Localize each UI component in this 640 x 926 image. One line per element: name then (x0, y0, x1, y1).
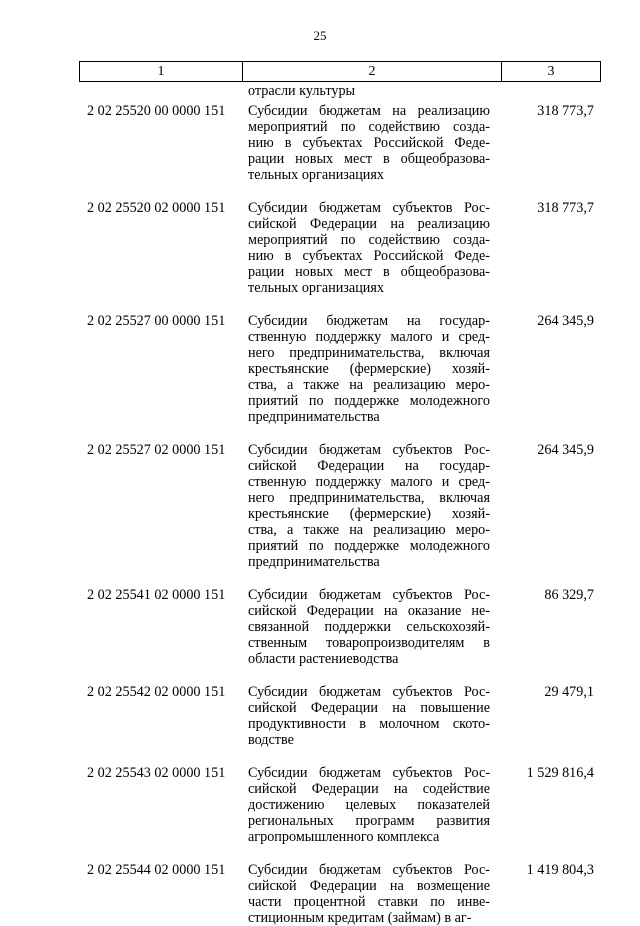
description-line: сийской Федерации на реализацию (248, 216, 490, 232)
description-line: мероприятий по содействию созда- (248, 232, 490, 248)
description-line: Субсидии бюджетам субъектов Рос- (248, 765, 490, 781)
header-col-2: 2 (243, 62, 502, 81)
row-code: 2 02 25527 02 0000 151 (87, 442, 226, 458)
description-line: ственную поддержку малого и сред- (248, 329, 490, 345)
table-row (79, 587, 601, 667)
description-line: Субсидии бюджетам на государ- (248, 313, 490, 329)
description-line: сийской Федерации на государ- (248, 458, 490, 474)
row-description (248, 684, 490, 748)
description-line: региональных программ развития (248, 813, 490, 829)
description-line: Субсидии бюджетам на реализацию (248, 103, 490, 119)
description-line: рации новых мест в общеобразова- (248, 151, 490, 167)
description-line: тельных организациях (248, 280, 385, 296)
description-line: нию в субъектах Российской Феде- (248, 135, 490, 151)
description-line: крестьянские (фермерские) хозяй- (248, 506, 490, 522)
description-line: предпринимательства (248, 554, 380, 570)
row-amount: 1 529 816,4 (526, 765, 594, 781)
description-line: области растениеводства (248, 651, 399, 667)
row-code: 2 02 25520 02 0000 151 (87, 200, 226, 216)
description-line: предпринимательства (248, 409, 380, 425)
description-line: сийской Федерации на возмещение (248, 878, 490, 894)
header-col-1: 1 (80, 62, 243, 81)
table-row (79, 200, 601, 296)
row-code: 2 02 25527 00 0000 151 (87, 313, 226, 329)
row-description (248, 442, 490, 570)
description-line: приятий по поддержке молодежного (248, 538, 490, 554)
row-amount: 264 345,9 (537, 442, 594, 458)
description-line: связанной поддержки сельскохозяй- (248, 619, 490, 635)
table-row (79, 442, 601, 570)
description-line: него предпринимательства, включая (248, 345, 490, 361)
header-col-3: 3 (547, 63, 555, 79)
row-code: 2 02 25541 02 0000 151 (87, 587, 226, 603)
row-code: 2 02 25520 00 0000 151 (87, 103, 226, 119)
description-line: ственную поддержку малого и сред- (248, 474, 490, 490)
table-header (79, 61, 601, 82)
table-row (79, 765, 601, 845)
row-amount: 1 419 804,3 (526, 862, 594, 878)
table-row (79, 862, 601, 926)
row-amount: 264 345,9 (537, 313, 594, 329)
description-line: мероприятий по содействию созда- (248, 119, 490, 135)
row-code: 2 02 25542 02 0000 151 (87, 684, 226, 700)
description-line: него предпринимательства, включая (248, 490, 490, 506)
row-amount: 318 773,7 (537, 200, 594, 216)
table-row (79, 684, 601, 748)
description-line: крестьянские (фермерские) хозяй- (248, 361, 490, 377)
description-line: рации новых мест в общеобразова- (248, 264, 490, 280)
description-line: ственным товаропроизводителям в (248, 635, 490, 651)
row-code: 2 02 25543 02 0000 151 (87, 765, 226, 781)
description-line: сийской Федерации на содействие (248, 781, 490, 797)
description-line: ства, а также на реализацию меро- (248, 522, 490, 538)
continuation-text: отрасли культуры (248, 83, 356, 99)
description-line: сийской Федерации на оказание не- (248, 603, 490, 619)
row-description (248, 103, 490, 183)
table-row (79, 313, 601, 425)
description-line: тельных организациях (248, 167, 385, 183)
description-line: достижению целевых показателей (248, 797, 490, 813)
row-description (248, 862, 490, 926)
description-line: сийской Федерации на повышение (248, 700, 490, 716)
page-number: 25 (313, 28, 327, 43)
description-line: нию в субъектах Российской Феде- (248, 248, 490, 264)
row-description (248, 200, 490, 296)
description-line: Субсидии бюджетам субъектов Рос- (248, 862, 490, 878)
description-line: Субсидии бюджетам субъектов Рос- (248, 684, 490, 700)
table-body (79, 103, 601, 926)
description-line: части процентной ставки по инве- (248, 894, 490, 910)
description-line: водстве (248, 732, 294, 748)
table-row (79, 103, 601, 183)
row-amount: 29 479,1 (544, 684, 594, 700)
description-line: Субсидии бюджетам субъектов Рос- (248, 442, 490, 458)
row-description (248, 313, 490, 425)
description-line: ства, а также на реализацию меро- (248, 377, 490, 393)
row-amount: 86 329,7 (544, 587, 594, 603)
row-amount: 318 773,7 (537, 103, 594, 119)
description-line: стиционным кредитам (займам) в аг- (248, 910, 472, 926)
row-code: 2 02 25544 02 0000 151 (87, 862, 226, 878)
description-line: Субсидии бюджетам субъектов Рос- (248, 200, 490, 216)
description-line: приятий по поддержке молодежного (248, 393, 490, 409)
description-line: агропромышленного комплекса (248, 829, 440, 845)
description-line: продуктивности в молочном ското- (248, 716, 490, 732)
row-description (248, 587, 490, 667)
description-line: Субсидии бюджетам субъектов Рос- (248, 587, 490, 603)
row-description (248, 765, 490, 845)
